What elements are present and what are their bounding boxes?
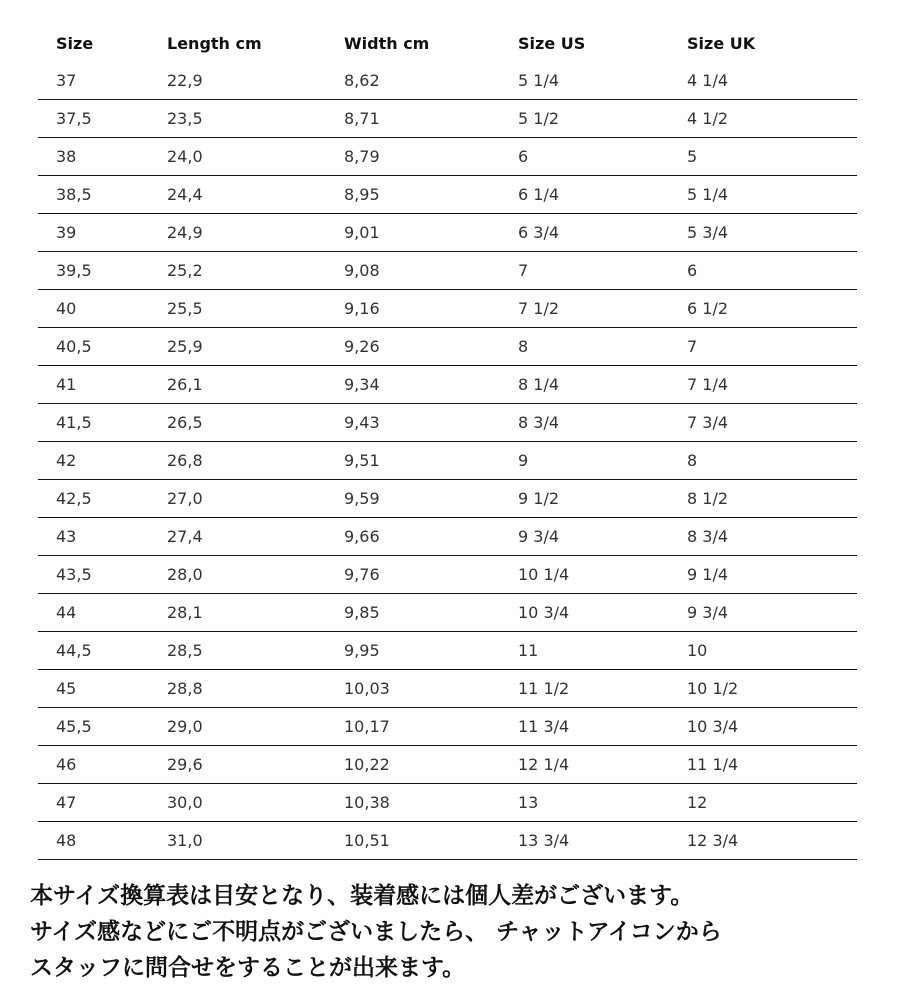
column-header-length: Length cm xyxy=(167,33,262,53)
table-row xyxy=(38,518,857,556)
cell-size: 41,5 xyxy=(56,413,92,432)
cell-size-us: 13 xyxy=(518,793,539,812)
cell-length: 25,5 xyxy=(167,299,203,318)
cell-width: 10,38 xyxy=(344,793,390,812)
table-row xyxy=(38,746,857,784)
column-header-size: Size xyxy=(56,33,94,53)
note-line-2: サイズ感などにご不明点がございましたら、 チャットアイコンから xyxy=(30,919,722,945)
sizing-note xyxy=(30,878,880,986)
cell-size: 44,5 xyxy=(56,641,92,660)
table-row xyxy=(38,290,857,328)
cell-size-uk: 12 3/4 xyxy=(687,831,739,850)
cell-size-us: 6 3/4 xyxy=(518,223,560,242)
cell-size-us: 6 1/4 xyxy=(518,185,560,204)
cell-size-us: 7 xyxy=(518,261,529,280)
cell-length: 26,8 xyxy=(167,451,203,470)
cell-size-uk: 5 1/4 xyxy=(687,185,729,204)
table-row xyxy=(38,784,857,822)
cell-size: 39,5 xyxy=(56,261,92,280)
cell-width: 10,03 xyxy=(344,679,390,698)
cell-width: 8,79 xyxy=(344,147,380,166)
cell-length: 25,9 xyxy=(167,337,203,356)
cell-length: 30,0 xyxy=(167,793,203,812)
cell-size-us: 9 3/4 xyxy=(518,527,560,546)
table-row xyxy=(38,366,857,404)
cell-size: 41 xyxy=(56,375,77,394)
cell-length: 29,0 xyxy=(167,717,203,736)
table-row xyxy=(38,556,857,594)
cell-size-uk: 8 xyxy=(687,451,698,470)
cell-size-us: 8 3/4 xyxy=(518,413,560,432)
column-header-size-us: Size US xyxy=(518,33,586,53)
size-chart-table xyxy=(38,24,857,860)
cell-size: 46 xyxy=(56,755,77,774)
table-row xyxy=(38,100,857,138)
cell-width: 8,95 xyxy=(344,185,380,204)
cell-size: 39 xyxy=(56,223,77,242)
cell-size-us: 11 3/4 xyxy=(518,717,570,736)
cell-size-uk: 6 xyxy=(687,261,698,280)
cell-size-uk: 9 1/4 xyxy=(687,565,729,584)
cell-size-uk: 7 3/4 xyxy=(687,413,729,432)
cell-width: 9,26 xyxy=(344,337,380,356)
cell-size-us: 6 xyxy=(518,147,529,166)
cell-size: 42,5 xyxy=(56,489,92,508)
cell-width: 8,62 xyxy=(344,71,380,90)
cell-size-uk: 12 xyxy=(687,793,708,812)
table-row xyxy=(38,176,857,214)
table-row xyxy=(38,632,857,670)
table-row xyxy=(38,214,857,252)
cell-length: 28,5 xyxy=(167,641,203,660)
cell-length: 28,8 xyxy=(167,679,203,698)
cell-length: 26,5 xyxy=(167,413,203,432)
cell-size-uk: 10 1/2 xyxy=(687,679,739,698)
note-line-3: スタッフに問合せをすることが出来ます。 xyxy=(30,955,466,981)
cell-width: 9,08 xyxy=(344,261,380,280)
cell-size: 40,5 xyxy=(56,337,92,356)
cell-length: 24,0 xyxy=(167,147,203,166)
cell-width: 9,59 xyxy=(344,489,380,508)
cell-size: 47 xyxy=(56,793,77,812)
cell-size-us: 5 1/4 xyxy=(518,71,560,90)
cell-length: 29,6 xyxy=(167,755,203,774)
cell-size-us: 13 3/4 xyxy=(518,831,570,850)
cell-size-uk: 9 3/4 xyxy=(687,603,729,622)
table-row xyxy=(38,822,857,860)
cell-size: 44 xyxy=(56,603,77,622)
cell-size-uk: 8 1/2 xyxy=(687,489,729,508)
cell-size-uk: 4 1/4 xyxy=(687,71,729,90)
cell-size: 37 xyxy=(56,71,77,90)
cell-size-us: 11 xyxy=(518,641,539,660)
table-row xyxy=(38,670,857,708)
cell-width: 9,43 xyxy=(344,413,380,432)
cell-size: 40 xyxy=(56,299,77,318)
cell-width: 9,51 xyxy=(344,451,380,470)
cell-length: 24,4 xyxy=(167,185,203,204)
cell-width: 10,17 xyxy=(344,717,390,736)
cell-width: 10,22 xyxy=(344,755,390,774)
cell-length: 22,9 xyxy=(167,71,203,90)
note-line-1: 本サイズ換算表は目安となり、装着感には個人差がございます。 xyxy=(30,883,694,909)
cell-size: 48 xyxy=(56,831,77,850)
table-row xyxy=(38,62,857,100)
cell-size: 42 xyxy=(56,451,77,470)
cell-length: 28,1 xyxy=(167,603,203,622)
cell-size-us: 7 1/2 xyxy=(518,299,560,318)
cell-length: 23,5 xyxy=(167,109,203,128)
table-row xyxy=(38,594,857,632)
cell-size-uk: 5 3/4 xyxy=(687,223,729,242)
cell-length: 27,0 xyxy=(167,489,203,508)
cell-width: 8,71 xyxy=(344,109,380,128)
cell-size: 43,5 xyxy=(56,565,92,584)
table-header-row xyxy=(38,24,857,62)
cell-size: 43 xyxy=(56,527,77,546)
cell-width: 9,01 xyxy=(344,223,380,242)
cell-size-us: 9 1/2 xyxy=(518,489,560,508)
cell-size-uk: 10 xyxy=(687,641,708,660)
column-header-width: Width cm xyxy=(344,33,430,53)
cell-size-uk: 4 1/2 xyxy=(687,109,729,128)
cell-length: 31,0 xyxy=(167,831,203,850)
cell-size-us: 10 3/4 xyxy=(518,603,570,622)
cell-size: 37,5 xyxy=(56,109,92,128)
cell-width: 10,51 xyxy=(344,831,390,850)
table-row xyxy=(38,252,857,290)
table-row xyxy=(38,138,857,176)
cell-size: 45,5 xyxy=(56,717,92,736)
table-row xyxy=(38,708,857,746)
table-row xyxy=(38,442,857,480)
cell-size-us: 12 1/4 xyxy=(518,755,570,774)
cell-length: 26,1 xyxy=(167,375,203,394)
cell-size-uk: 5 xyxy=(687,147,698,166)
cell-width: 9,76 xyxy=(344,565,380,584)
cell-size: 38 xyxy=(56,147,77,166)
cell-size-uk: 7 xyxy=(687,337,698,356)
cell-width: 9,34 xyxy=(344,375,380,394)
cell-width: 9,16 xyxy=(344,299,380,318)
table-row xyxy=(38,404,857,442)
cell-width: 9,95 xyxy=(344,641,380,660)
column-header-size-uk: Size UK xyxy=(687,33,756,53)
cell-size-uk: 6 1/2 xyxy=(687,299,729,318)
cell-length: 27,4 xyxy=(167,527,203,546)
cell-size-us: 8 1/4 xyxy=(518,375,560,394)
table-body xyxy=(38,62,857,860)
cell-size: 45 xyxy=(56,679,77,698)
cell-size-us: 5 1/2 xyxy=(518,109,560,128)
cell-size-uk: 7 1/4 xyxy=(687,375,729,394)
cell-size-us: 11 1/2 xyxy=(518,679,570,698)
table-row xyxy=(38,328,857,366)
cell-size-uk: 10 3/4 xyxy=(687,717,739,736)
table-row xyxy=(38,480,857,518)
cell-size-uk: 11 1/4 xyxy=(687,755,739,774)
cell-size-us: 9 xyxy=(518,451,529,470)
cell-size: 38,5 xyxy=(56,185,92,204)
cell-width: 9,66 xyxy=(344,527,380,546)
cell-width: 9,85 xyxy=(344,603,380,622)
cell-size-us: 8 xyxy=(518,337,529,356)
cell-size-uk: 8 3/4 xyxy=(687,527,729,546)
cell-length: 28,0 xyxy=(167,565,203,584)
cell-length: 24,9 xyxy=(167,223,203,242)
cell-length: 25,2 xyxy=(167,261,203,280)
cell-size-us: 10 1/4 xyxy=(518,565,570,584)
